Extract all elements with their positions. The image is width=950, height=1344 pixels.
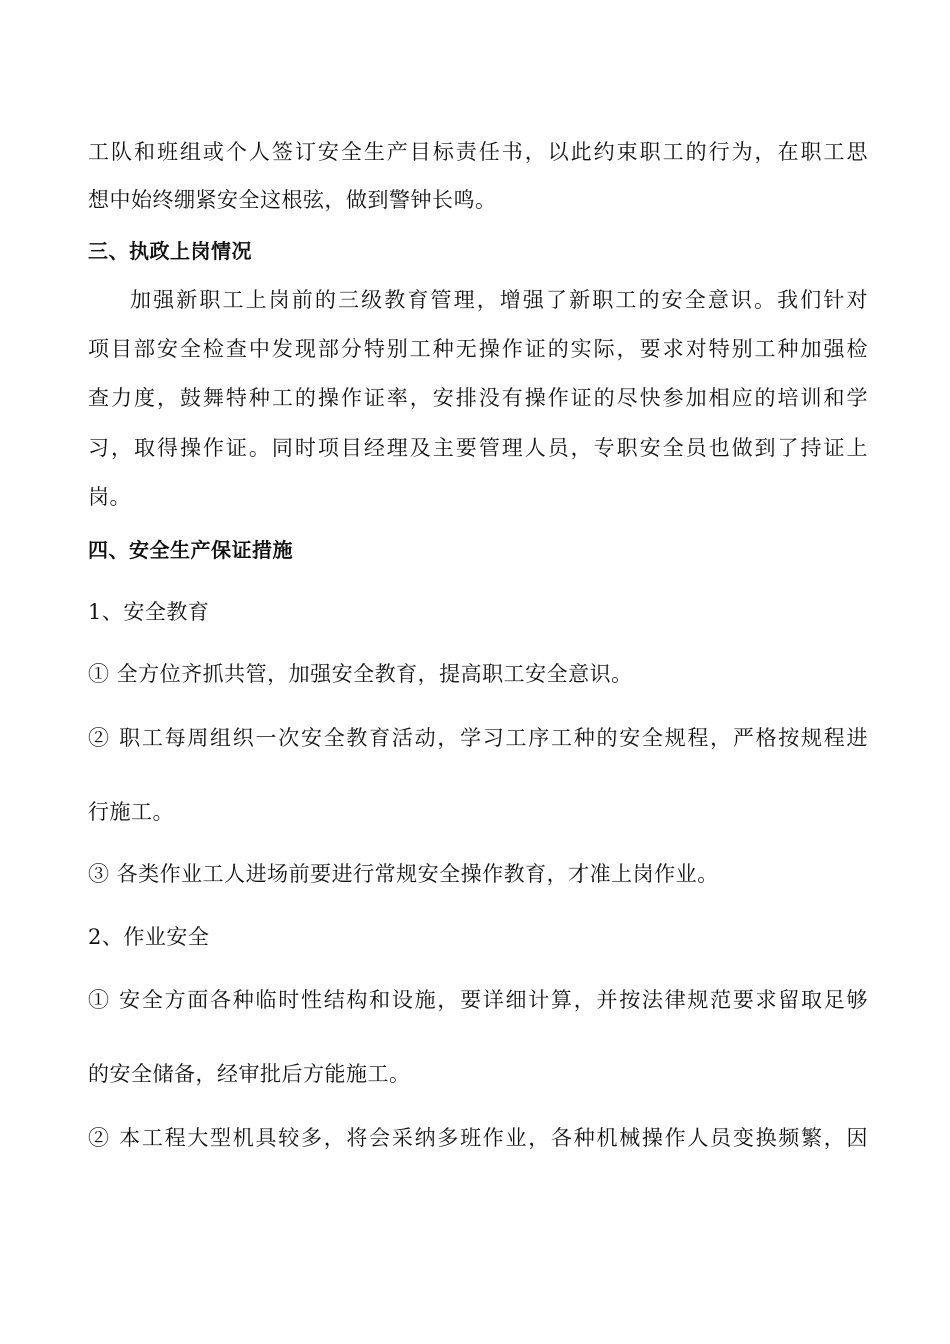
list-item: ② 本工程大型机具较多，将会采纳多班作业，各种机械操作人员变换频繁，因 [88,1126,868,1150]
list-item-continuation: 的安全储备，经审批后方能施工。 [88,1062,411,1086]
paragraph-line: 工队和班组或个人签订安全生产目标责任书，以此约束职工的行为，在职工思 [88,140,868,164]
list-item: ① 全方位齐抓共管，加强安全教育，提高职工安全意识。 [88,662,633,686]
list-item-continuation: 行施工。 [88,800,174,824]
list-item: ② 职工每周组织一次安全教育活动，学习工序工种的安全规程，严格按规程进 [88,726,868,750]
section-heading-4: 四、安全生产保证措施 [88,538,293,562]
paragraph-line: 加强新职工上岗前的三级教育管理，增强了新职工的安全意识。我们针对 [130,288,868,312]
section-heading-3: 三、执政上岗情况 [88,239,252,263]
paragraph-line: 想中始终绷紧安全这根弦，做到警钟长鸣。 [88,188,497,212]
paragraph-line: 岗。 [88,485,131,509]
paragraph-line: 项目部安全检查中发现部分特别工种无操作证的实际，要求对特别工种加强检 [88,337,868,361]
subsection-heading: 1、安全教育 [88,600,210,624]
subsection-heading: 2、作业安全 [88,925,210,949]
list-item: ③ 各类作业工人进场前要进行常规安全操作教育，才准上岗作业。 [88,862,719,886]
paragraph-line: 查力度，鼓舞特种工的操作证率，安排没有操作证的尽快参加相应的培训和学 [88,386,868,410]
paragraph-line: 习，取得操作证。同时项目经理及主要管理人员，专职安全员也做到了持证上 [88,436,868,460]
list-item: ① 安全方面各种临时性结构和设施，要详细计算，并按法律规范要求留取足够 [88,988,868,1012]
